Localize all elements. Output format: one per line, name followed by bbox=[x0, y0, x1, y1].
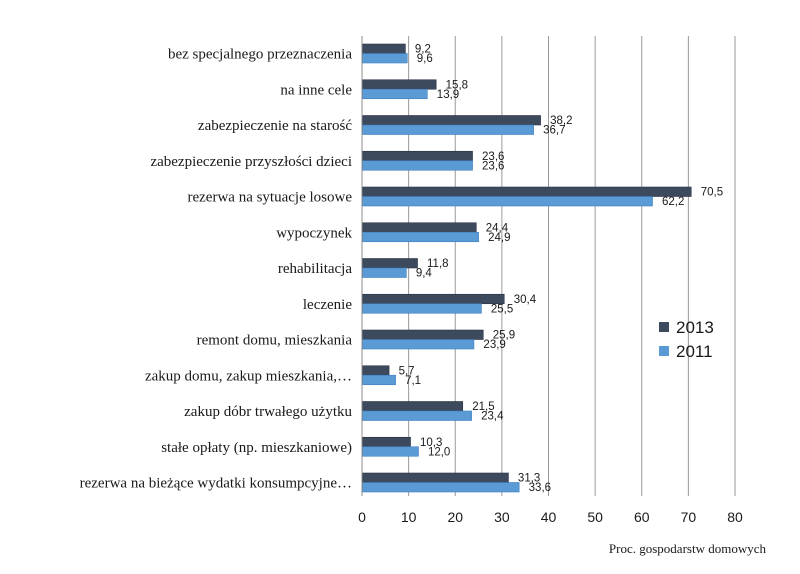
category-label: zakup domu, zakup mieszkania,… bbox=[144, 368, 352, 385]
value-labels bbox=[399, 44, 724, 495]
x-tick-label: 60 bbox=[633, 509, 650, 525]
x-tick-label: 40 bbox=[540, 509, 557, 525]
x-tick-label: 70 bbox=[680, 509, 697, 525]
value-label-2013: 21,5 bbox=[472, 401, 495, 414]
value-label-2011: 25,5 bbox=[490, 303, 514, 316]
category-label: na inne cele bbox=[280, 82, 352, 99]
value-label-2011: 62,2 bbox=[662, 196, 685, 209]
value-label-2011: 33,6 bbox=[528, 482, 552, 495]
bar-2013 bbox=[363, 116, 541, 126]
value-label-2013: 31,3 bbox=[517, 472, 541, 485]
bar-2011 bbox=[363, 232, 479, 242]
legend-label-2013: 2013 bbox=[676, 318, 714, 337]
value-label-2011: 9,4 bbox=[415, 267, 432, 280]
value-label-2013: 70,5 bbox=[700, 186, 724, 199]
bar-2011 bbox=[363, 268, 407, 278]
value-label-2013: 30,4 bbox=[513, 293, 537, 306]
value-label-2011: 12,0 bbox=[427, 446, 451, 459]
category-label: zabezpieczenie przyszłości dzieci bbox=[150, 153, 352, 170]
bar-2011 bbox=[363, 125, 534, 135]
value-label-2011: 23,6 bbox=[482, 160, 505, 173]
category-label: zakup dóbr trwałego użytku bbox=[184, 404, 352, 420]
bar-2013 bbox=[363, 366, 390, 376]
bar-2011 bbox=[363, 411, 472, 421]
bar-2013 bbox=[363, 151, 473, 161]
value-label-2013: 38,2 bbox=[550, 115, 573, 128]
value-label-2011: 36,7 bbox=[543, 124, 566, 137]
value-label-2013: 5,7 bbox=[398, 365, 415, 378]
x-tick-labels bbox=[358, 509, 743, 525]
category-label: zabezpieczenie na starość bbox=[197, 118, 352, 134]
bar-2011 bbox=[363, 447, 419, 457]
bar-2013 bbox=[363, 223, 477, 233]
value-label-2011: 13,9 bbox=[436, 88, 460, 101]
value-label-2013: 15,8 bbox=[445, 79, 469, 92]
bar-2013 bbox=[363, 330, 484, 340]
x-tick-label: 10 bbox=[400, 509, 417, 525]
bar-2011 bbox=[363, 89, 428, 99]
x-tick-label: 20 bbox=[447, 509, 464, 525]
legend-label-2011: 2011 bbox=[676, 342, 713, 361]
value-label-2011: 23,9 bbox=[483, 339, 506, 352]
bar-2013 bbox=[363, 437, 411, 447]
x-axis-title: Proc. gospodarstw domowych bbox=[608, 541, 766, 556]
category-label: remont domu, mieszkania bbox=[196, 332, 352, 349]
category-label: rezerwa na sytuacje losowe bbox=[187, 189, 352, 206]
bar-2013 bbox=[363, 80, 437, 90]
category-label: bez specjalnego przeznaczenia bbox=[167, 46, 352, 63]
x-tick-label: 30 bbox=[494, 509, 510, 525]
bar-2013 bbox=[363, 473, 509, 483]
bar-2013 bbox=[363, 187, 692, 197]
x-tick-label: 50 bbox=[587, 509, 603, 525]
value-label-2013: 10,3 bbox=[420, 436, 443, 449]
bar-2011 bbox=[363, 304, 482, 314]
value-label-2013: 23,6 bbox=[482, 150, 505, 163]
legend-swatch-2011 bbox=[659, 346, 669, 356]
legend-swatch-2013 bbox=[659, 322, 669, 332]
value-label-2013: 9,2 bbox=[414, 43, 431, 56]
bar-2011 bbox=[363, 54, 408, 64]
bar-2013 bbox=[363, 44, 406, 54]
category-label: rehabilitacja bbox=[277, 261, 352, 277]
value-label-2011: 24,9 bbox=[488, 231, 511, 244]
legend bbox=[659, 318, 714, 361]
category-label: stałe opłaty (np. mieszkaniowe) bbox=[161, 439, 352, 456]
category-labels bbox=[80, 47, 353, 492]
bar-2011 bbox=[363, 340, 474, 350]
gridlines bbox=[409, 36, 735, 496]
bar-2013 bbox=[363, 294, 505, 304]
value-label-2013: 25,9 bbox=[492, 329, 516, 342]
category-label: wypoczynek bbox=[276, 225, 352, 242]
category-label: leczenie bbox=[302, 296, 352, 313]
value-label-2011: 7,1 bbox=[405, 374, 422, 387]
bar-2011 bbox=[363, 161, 473, 171]
bar-2013 bbox=[363, 402, 463, 412]
value-label-2013: 24,4 bbox=[485, 222, 509, 235]
value-label-2013: 11,8 bbox=[427, 258, 449, 271]
bar-2011 bbox=[363, 483, 520, 493]
value-label-2011: 23,4 bbox=[481, 410, 504, 423]
value-label-2011: 9,6 bbox=[416, 53, 433, 66]
category-label: rezerwa na bieżące wydatki konsumpcyjne… bbox=[79, 475, 352, 492]
bar-2011 bbox=[363, 197, 653, 207]
bar-2011 bbox=[363, 375, 396, 385]
x-tick-label: 80 bbox=[727, 509, 743, 525]
bar-2013 bbox=[363, 259, 418, 269]
x-tick-label: 0 bbox=[358, 509, 366, 525]
